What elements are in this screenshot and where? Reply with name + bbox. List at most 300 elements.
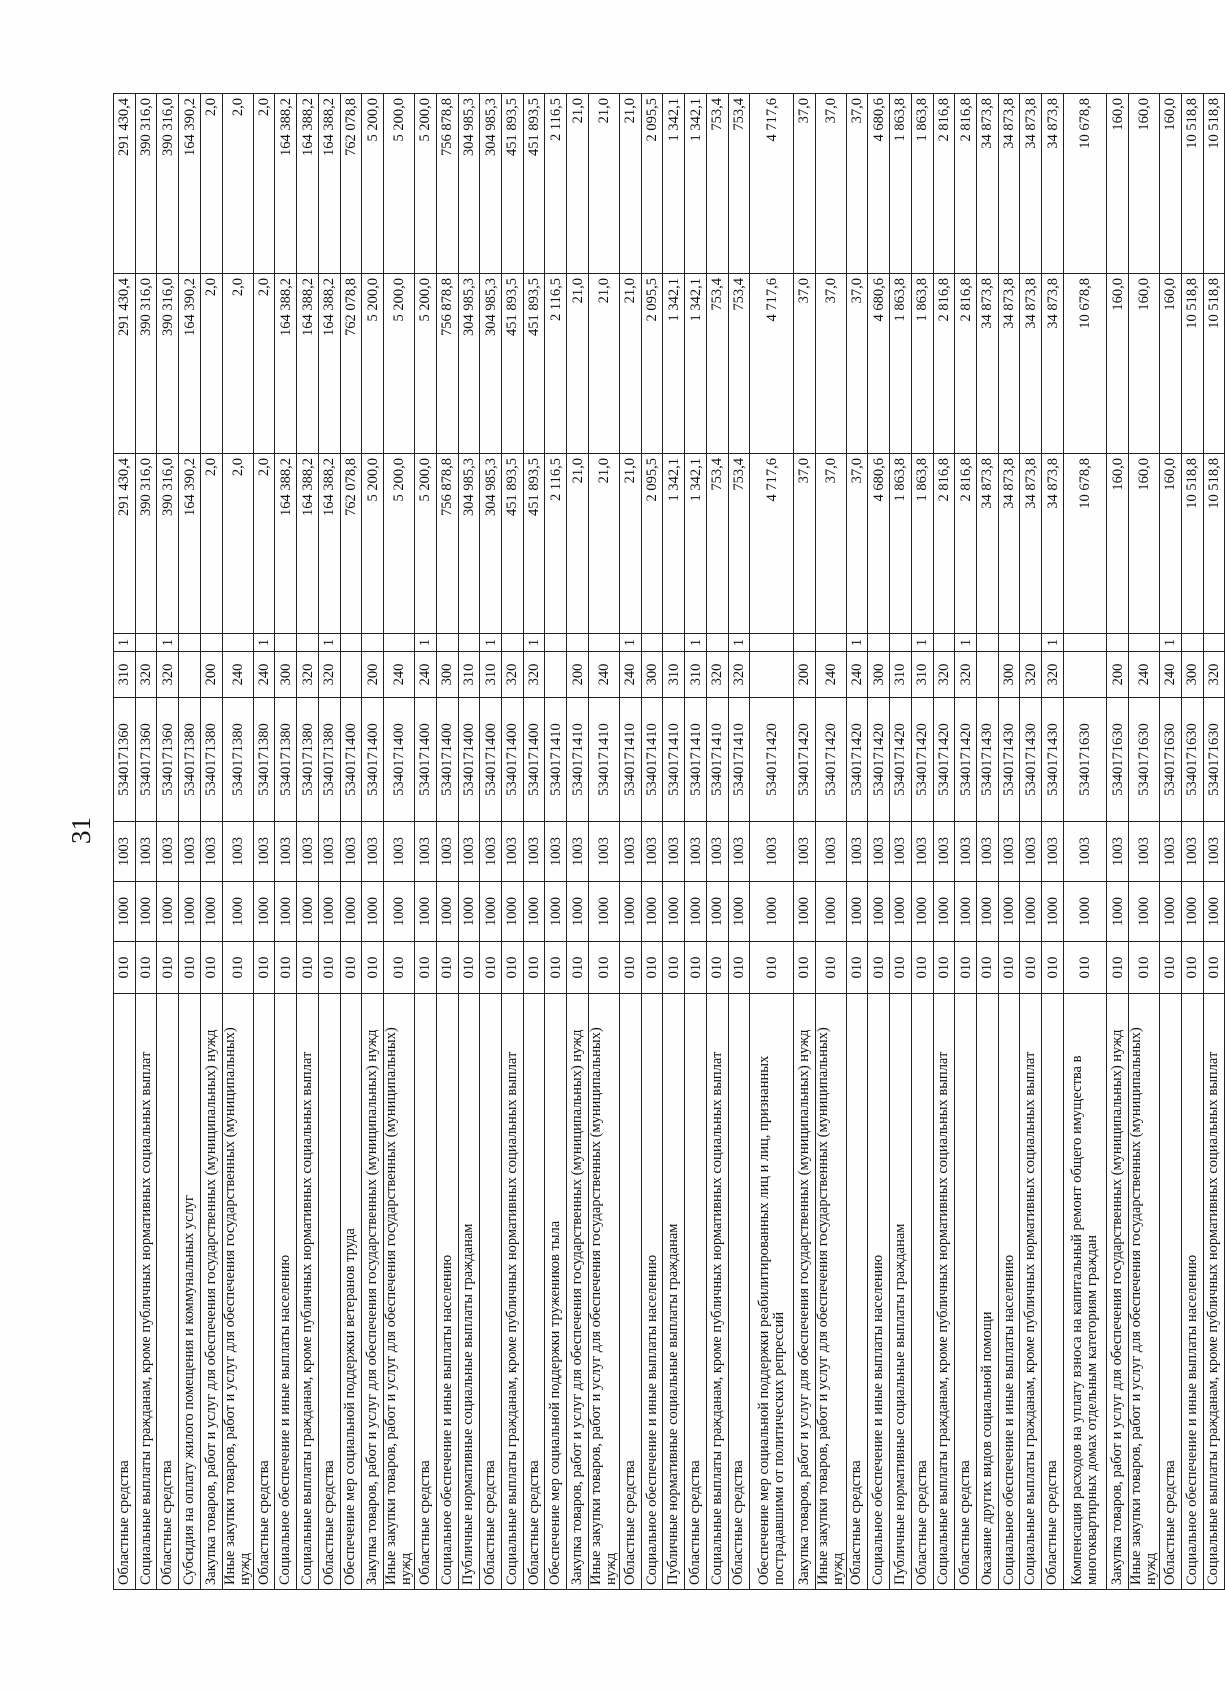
cell-type: 320 [297, 652, 319, 698]
cell-type: 240 [588, 652, 619, 698]
cell-flag: 1 [1042, 634, 1064, 652]
cell-value-1: 2 816,8 [955, 454, 977, 634]
table-row [135, 94, 157, 1590]
cell-type: 320 [1042, 652, 1064, 698]
cell-value-3: 1 863,8 [890, 94, 912, 274]
cell-value-1: 34 873,8 [998, 454, 1020, 634]
cell-target: 5340171420 [750, 698, 793, 822]
cell-code: 010 [793, 942, 815, 994]
cell-section: 1000 [1203, 882, 1225, 942]
cell-name: Публичные нормативные социальные выплаты гражданам [458, 994, 480, 1590]
cell-flag [340, 634, 362, 652]
cell-flag [976, 634, 998, 652]
cell-code: 010 [458, 942, 480, 994]
table-row [200, 94, 222, 1590]
cell-subsection: 1003 [502, 822, 524, 882]
cell-subsection: 1003 [1181, 822, 1203, 882]
cell-name: Областные средства [253, 994, 275, 1590]
cell-value-3: 2,0 [222, 94, 253, 274]
cell-value-1: 2 095,5 [641, 454, 663, 634]
cell-flag: 1 [114, 634, 136, 652]
cell-section: 1000 [567, 882, 589, 942]
cell-section: 1000 [436, 882, 458, 942]
cell-subsection: 1003 [750, 822, 793, 882]
cell-code: 010 [933, 942, 955, 994]
cell-target: 5340171400 [480, 698, 502, 822]
cell-name: Субсидия на оплату жилого помещения и коммунальных услуг [179, 994, 201, 1590]
cell-type: 310 [911, 652, 933, 698]
cell-type: 310 [685, 652, 707, 698]
cell-target: 5340171380 [179, 698, 201, 822]
cell-section: 1000 [340, 882, 362, 942]
cell-subsection: 1003 [222, 822, 253, 882]
cell-value-1: 164 388,2 [275, 454, 297, 634]
cell-value-1: 1 342,1 [685, 454, 707, 634]
cell-code: 010 [1160, 942, 1182, 994]
cell-type: 240 [222, 652, 253, 698]
cell-target: 5340171400 [384, 698, 415, 822]
cell-type [1063, 652, 1106, 698]
cell-value-3: 21,0 [619, 94, 641, 274]
cell-flag: 1 [1160, 634, 1182, 652]
cell-name: Социальное обеспечение и иные выплаты населению [275, 994, 297, 1590]
cell-flag [815, 634, 846, 652]
cell-value-3: 451 893,5 [502, 94, 524, 274]
cell-type: 300 [998, 652, 1020, 698]
cell-value-2: 164 388,2 [297, 274, 319, 454]
cell-subsection: 1003 [685, 822, 707, 882]
cell-subsection: 1003 [911, 822, 933, 882]
cell-flag [890, 634, 912, 652]
cell-type: 320 [135, 652, 157, 698]
cell-subsection: 1003 [340, 822, 362, 882]
cell-section: 1000 [1063, 882, 1106, 942]
cell-section: 1000 [415, 882, 437, 942]
cell-code: 010 [1129, 942, 1160, 994]
table-row [297, 94, 319, 1590]
cell-target: 5340171630 [1107, 698, 1129, 822]
cell-code: 010 [436, 942, 458, 994]
cell-value-1: 1 342,1 [663, 454, 685, 634]
cell-value-1: 10 518,8 [1203, 454, 1225, 634]
cell-value-1: 2,0 [200, 454, 222, 634]
table-row [567, 94, 589, 1590]
cell-section: 1000 [545, 882, 567, 942]
cell-value-2: 1 863,8 [890, 274, 912, 454]
cell-value-3: 753,4 [728, 94, 750, 274]
cell-target: 5340171430 [998, 698, 1020, 822]
cell-code: 010 [1107, 942, 1129, 994]
cell-target: 5340171420 [846, 698, 868, 822]
cell-value-1: 160,0 [1160, 454, 1182, 634]
cell-value-1: 756 878,8 [436, 454, 458, 634]
cell-type [179, 652, 201, 698]
cell-section: 1000 [275, 882, 297, 942]
cell-type: 320 [502, 652, 524, 698]
cell-target: 5340171630 [1203, 698, 1225, 822]
cell-value-1: 5 200,0 [415, 454, 437, 634]
cell-section: 1000 [685, 882, 707, 942]
cell-value-3: 160,0 [1129, 94, 1160, 274]
cell-section: 1000 [157, 882, 179, 942]
cell-section: 1000 [750, 882, 793, 942]
cell-section: 1000 [619, 882, 641, 942]
cell-target: 5340171360 [157, 698, 179, 822]
cell-value-3: 756 878,8 [436, 94, 458, 274]
cell-subsection: 1003 [458, 822, 480, 882]
table-row [641, 94, 663, 1590]
cell-section: 1000 [998, 882, 1020, 942]
cell-target: 5340171380 [222, 698, 253, 822]
cell-type: 240 [1160, 652, 1182, 698]
cell-flag [1107, 634, 1129, 652]
cell-section: 1000 [911, 882, 933, 942]
cell-value-1: 2,0 [222, 454, 253, 634]
cell-name: Закупка товаров, работ и услуг для обеспечения государственных (муниципальных) нужд [1107, 994, 1129, 1590]
cell-name: Областные средства [955, 994, 977, 1590]
cell-section: 1000 [1020, 882, 1042, 942]
cell-flag: 1 [911, 634, 933, 652]
cell-subsection: 1003 [793, 822, 815, 882]
cell-section: 1000 [1107, 882, 1129, 942]
cell-code: 010 [750, 942, 793, 994]
cell-value-2: 2,0 [200, 274, 222, 454]
cell-subsection: 1003 [200, 822, 222, 882]
cell-target: 5340171430 [1042, 698, 1064, 822]
cell-target: 5340171360 [114, 698, 136, 822]
cell-value-2: 37,0 [846, 274, 868, 454]
cell-target: 5340171380 [318, 698, 340, 822]
table-row [933, 94, 955, 1590]
cell-code: 010 [846, 942, 868, 994]
cell-value-1: 304 985,3 [480, 454, 502, 634]
cell-code: 010 [179, 942, 201, 994]
cell-type [545, 652, 567, 698]
cell-target: 5340171410 [588, 698, 619, 822]
page-number: 31 [66, 817, 96, 844]
cell-code: 010 [135, 942, 157, 994]
cell-value-2: 304 985,3 [480, 274, 502, 454]
cell-subsection: 1003 [157, 822, 179, 882]
cell-target: 5340171410 [641, 698, 663, 822]
cell-code: 010 [685, 942, 707, 994]
cell-subsection: 1003 [1020, 822, 1042, 882]
cell-value-3: 10 518,8 [1203, 94, 1225, 274]
cell-type: 320 [523, 652, 545, 698]
cell-value-2: 2 816,8 [933, 274, 955, 454]
cell-value-1: 160,0 [1129, 454, 1160, 634]
cell-name: Иные закупки товаров, работ и услуг для обеспечения государственных (муниципальных) нужд [815, 994, 846, 1590]
cell-subsection: 1003 [545, 822, 567, 882]
cell-value-1: 451 893,5 [523, 454, 545, 634]
cell-value-2: 451 893,5 [502, 274, 524, 454]
cell-value-3: 34 873,8 [998, 94, 1020, 274]
cell-type: 300 [436, 652, 458, 698]
cell-value-2: 762 078,8 [340, 274, 362, 454]
cell-value-2: 5 200,0 [415, 274, 437, 454]
cell-subsection: 1003 [868, 822, 890, 882]
cell-section: 1000 [706, 882, 728, 942]
cell-code: 010 [976, 942, 998, 994]
cell-value-1: 2 116,5 [545, 454, 567, 634]
cell-section: 1000 [114, 882, 136, 942]
cell-name: Обеспечение мер социальной поддержки тружеников тыла [545, 994, 567, 1590]
table-row [384, 94, 415, 1590]
cell-code: 010 [911, 942, 933, 994]
cell-value-3: 2 816,8 [933, 94, 955, 274]
cell-subsection: 1003 [663, 822, 685, 882]
cell-flag [750, 634, 793, 652]
cell-subsection: 1003 [728, 822, 750, 882]
cell-subsection: 1003 [619, 822, 641, 882]
cell-type: 240 [415, 652, 437, 698]
cell-value-3: 4 680,6 [868, 94, 890, 274]
cell-value-1: 160,0 [1107, 454, 1129, 634]
table-row [458, 94, 480, 1590]
cell-name: Оказание других видов социальной помощи [976, 994, 998, 1590]
cell-section: 1000 [890, 882, 912, 942]
table-row [1160, 94, 1182, 1590]
cell-value-3: 1 863,8 [911, 94, 933, 274]
cell-value-2: 1 342,1 [685, 274, 707, 454]
table-row [890, 94, 912, 1590]
cell-type: 240 [253, 652, 275, 698]
cell-type: 300 [868, 652, 890, 698]
cell-type: 320 [1020, 652, 1042, 698]
cell-subsection: 1003 [567, 822, 589, 882]
cell-name: Публичные нормативные социальные выплаты гражданам [890, 994, 912, 1590]
cell-value-3: 34 873,8 [1042, 94, 1064, 274]
cell-name: Закупка товаров, работ и услуг для обеспечения государственных (муниципальных) нужд [567, 994, 589, 1590]
cell-value-3: 451 893,5 [523, 94, 545, 274]
cell-value-3: 164 388,2 [318, 94, 340, 274]
cell-section: 1000 [179, 882, 201, 942]
cell-target: 5340171420 [890, 698, 912, 822]
cell-name: Социальное обеспечение и иные выплаты населению [998, 994, 1020, 1590]
cell-section: 1000 [1129, 882, 1160, 942]
cell-value-1: 21,0 [567, 454, 589, 634]
cell-target: 5340171420 [793, 698, 815, 822]
cell-value-2: 10 518,8 [1181, 274, 1203, 454]
cell-type: 200 [362, 652, 384, 698]
cell-value-2: 21,0 [567, 274, 589, 454]
cell-section: 1000 [976, 882, 998, 942]
cell-flag [706, 634, 728, 652]
cell-name: Социальные выплаты гражданам, кроме публичных нормативных социальных выплат [706, 994, 728, 1590]
cell-value-3: 21,0 [567, 94, 589, 274]
cell-type [750, 652, 793, 698]
cell-flag: 1 [619, 634, 641, 652]
cell-flag [545, 634, 567, 652]
cell-value-2: 34 873,8 [1042, 274, 1064, 454]
cell-code: 010 [619, 942, 641, 994]
cell-section: 1000 [955, 882, 977, 942]
cell-flag: 1 [523, 634, 545, 652]
cell-section: 1000 [318, 882, 340, 942]
table-row [955, 94, 977, 1590]
cell-section: 1000 [253, 882, 275, 942]
table-row [846, 94, 868, 1590]
cell-value-3: 10 518,8 [1181, 94, 1203, 274]
cell-subsection: 1003 [318, 822, 340, 882]
cell-name: Социальные выплаты гражданам, кроме публичных нормативных социальных выплат [135, 994, 157, 1590]
cell-target: 5340171380 [200, 698, 222, 822]
cell-flag [663, 634, 685, 652]
table-row [480, 94, 502, 1590]
table-row [1042, 94, 1064, 1590]
cell-name: Закупка товаров, работ и услуг для обеспечения государственных (муниципальных) нужд [200, 994, 222, 1590]
cell-name: Социальные выплаты гражданам, кроме публичных нормативных социальных выплат [1020, 994, 1042, 1590]
cell-target: 5340171410 [619, 698, 641, 822]
cell-value-1: 21,0 [588, 454, 619, 634]
cell-section: 1000 [523, 882, 545, 942]
cell-flag: 1 [685, 634, 707, 652]
cell-name: Публичные нормативные социальные выплаты гражданам [663, 994, 685, 1590]
cell-value-1: 10 678,8 [1063, 454, 1106, 634]
cell-type: 320 [1203, 652, 1225, 698]
cell-value-2: 451 893,5 [523, 274, 545, 454]
cell-section: 1000 [663, 882, 685, 942]
cell-value-2: 4 717,6 [750, 274, 793, 454]
cell-type: 240 [619, 652, 641, 698]
cell-name: Областные средства [480, 994, 502, 1590]
cell-value-3: 1 342,1 [685, 94, 707, 274]
cell-subsection: 1003 [1203, 822, 1225, 882]
cell-target: 5340171400 [436, 698, 458, 822]
table-row [976, 94, 998, 1590]
cell-section: 1000 [933, 882, 955, 942]
cell-flag [1020, 634, 1042, 652]
rotated-table-container [113, 94, 1222, 1590]
cell-value-2: 5 200,0 [384, 274, 415, 454]
table-row [911, 94, 933, 1590]
cell-section: 1000 [384, 882, 415, 942]
cell-section: 1000 [588, 882, 619, 942]
cell-target: 5340171400 [415, 698, 437, 822]
cell-value-3: 34 873,8 [1020, 94, 1042, 274]
cell-target: 5340171630 [1063, 698, 1106, 822]
cell-subsection: 1003 [179, 822, 201, 882]
cell-value-3: 4 717,6 [750, 94, 793, 274]
cell-code: 010 [815, 942, 846, 994]
cell-type: 240 [384, 652, 415, 698]
cell-value-1: 753,4 [706, 454, 728, 634]
cell-name: Областные средства [685, 994, 707, 1590]
cell-flag [998, 634, 1020, 652]
cell-subsection: 1003 [1160, 822, 1182, 882]
cell-value-1: 164 388,2 [297, 454, 319, 634]
cell-section: 1000 [1042, 882, 1064, 942]
cell-value-3: 2 095,5 [641, 94, 663, 274]
cell-code: 010 [362, 942, 384, 994]
cell-target: 5340171410 [728, 698, 750, 822]
cell-code: 010 [588, 942, 619, 994]
cell-value-3: 21,0 [588, 94, 619, 274]
cell-value-1: 304 985,3 [458, 454, 480, 634]
cell-target: 5340171630 [1129, 698, 1160, 822]
cell-subsection: 1003 [1042, 822, 1064, 882]
cell-flag [275, 634, 297, 652]
cell-flag [933, 634, 955, 652]
cell-flag [200, 634, 222, 652]
cell-value-1: 34 873,8 [976, 454, 998, 634]
cell-section: 1000 [480, 882, 502, 942]
cell-value-2: 4 680,6 [868, 274, 890, 454]
cell-target: 5340171630 [1181, 698, 1203, 822]
cell-subsection: 1003 [436, 822, 458, 882]
cell-flag: 1 [728, 634, 750, 652]
cell-value-3: 2 116,5 [545, 94, 567, 274]
cell-section: 1000 [793, 882, 815, 942]
cell-name: Социальное обеспечение и иные выплаты населению [868, 994, 890, 1590]
cell-value-1: 37,0 [793, 454, 815, 634]
cell-section: 1000 [297, 882, 319, 942]
cell-value-1: 10 518,8 [1181, 454, 1203, 634]
table-row [1181, 94, 1203, 1590]
cell-code: 010 [318, 942, 340, 994]
cell-target: 5340171410 [567, 698, 589, 822]
cell-subsection: 1003 [415, 822, 437, 882]
cell-code: 010 [384, 942, 415, 994]
cell-value-3: 304 985,3 [480, 94, 502, 274]
cell-subsection: 1003 [815, 822, 846, 882]
cell-value-3: 390 316,0 [157, 94, 179, 274]
cell-section: 1000 [1160, 882, 1182, 942]
cell-name: Областные средства [318, 994, 340, 1590]
table-body [114, 94, 1225, 1590]
cell-value-2: 753,4 [706, 274, 728, 454]
table-row [114, 94, 136, 1590]
cell-name: Иные закупки товаров, работ и услуг для обеспечения государственных (муниципальных) нужд [384, 994, 415, 1590]
cell-value-3: 37,0 [815, 94, 846, 274]
cell-code: 010 [663, 942, 685, 994]
cell-value-2: 390 316,0 [157, 274, 179, 454]
cell-flag [384, 634, 415, 652]
cell-value-1: 4 680,6 [868, 454, 890, 634]
cell-flag: 1 [955, 634, 977, 652]
cell-type: 320 [706, 652, 728, 698]
cell-target: 5340171430 [1020, 698, 1042, 822]
cell-subsection: 1003 [1129, 822, 1160, 882]
table-row [415, 94, 437, 1590]
cell-type: 310 [114, 652, 136, 698]
cell-value-3: 291 430,4 [114, 94, 136, 274]
cell-code: 010 [157, 942, 179, 994]
cell-value-1: 1 863,8 [911, 454, 933, 634]
table-row [318, 94, 340, 1590]
cell-flag: 1 [318, 634, 340, 652]
cell-type: 200 [793, 652, 815, 698]
cell-name: Обеспечение мер социальной поддержки ветеранов труда [340, 994, 362, 1590]
cell-section: 1000 [458, 882, 480, 942]
cell-type: 240 [846, 652, 868, 698]
table-row [502, 94, 524, 1590]
cell-code: 010 [253, 942, 275, 994]
cell-target: 5340171420 [868, 698, 890, 822]
table-row [157, 94, 179, 1590]
table-row [588, 94, 619, 1590]
cell-section: 1000 [502, 882, 524, 942]
cell-target: 5340171400 [502, 698, 524, 822]
cell-name: Закупка товаров, работ и услуг для обеспечения государственных (муниципальных) нужд [362, 994, 384, 1590]
cell-value-1: 4 717,6 [750, 454, 793, 634]
cell-section: 1000 [200, 882, 222, 942]
cell-subsection: 1003 [1107, 822, 1129, 882]
cell-code: 010 [890, 942, 912, 994]
table-row [793, 94, 815, 1590]
table-row [815, 94, 846, 1590]
cell-value-3: 160,0 [1107, 94, 1129, 274]
